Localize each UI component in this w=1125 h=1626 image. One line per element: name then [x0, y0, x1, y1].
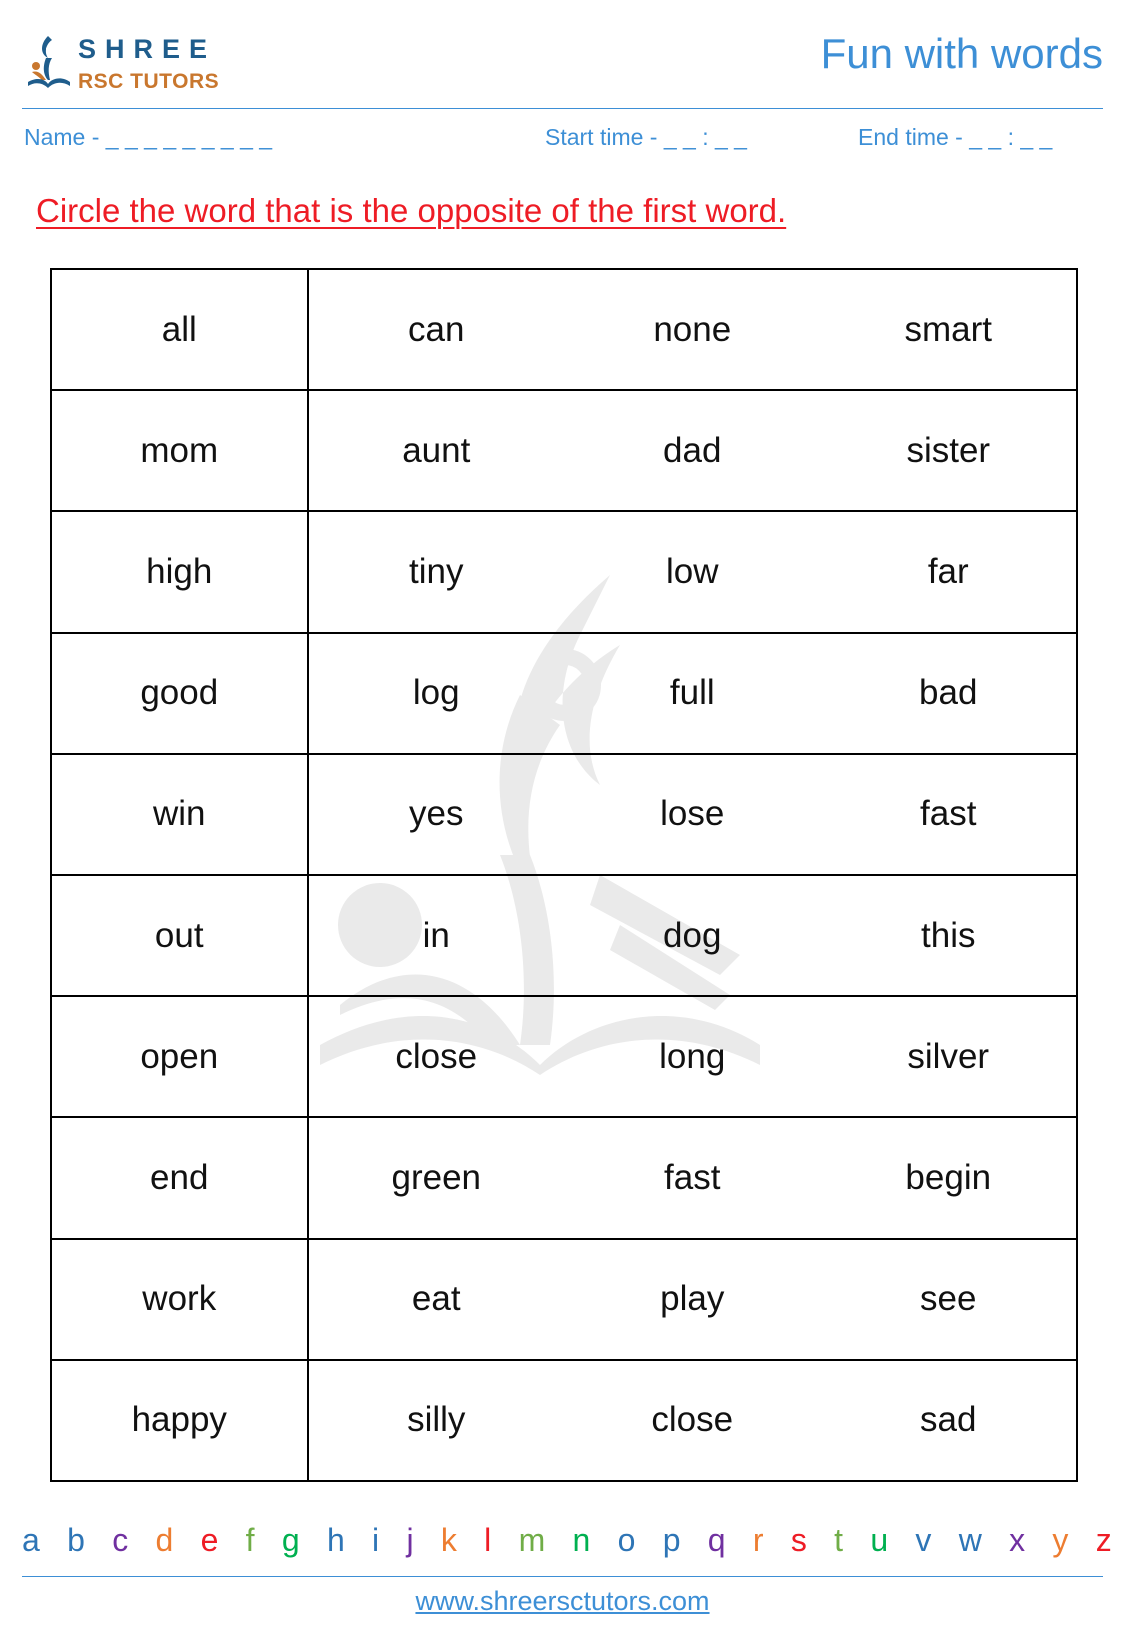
choice-word-cell[interactable]: log	[308, 633, 565, 754]
prompt-word-cell: out	[51, 875, 308, 996]
prompt-word-cell: end	[51, 1117, 308, 1238]
choice-word-cell[interactable]: close	[308, 996, 565, 1117]
choice-word-cell[interactable]: aunt	[308, 390, 565, 511]
alphabet-letter: e	[200, 1522, 219, 1558]
table-row	[51, 1239, 1077, 1360]
end-time-field: End time - _ _ : _ _	[858, 124, 1053, 150]
table-row	[51, 390, 1077, 511]
table-row	[51, 754, 1077, 875]
prompt-word-cell: all	[51, 269, 308, 390]
choice-word-cell[interactable]: sad	[821, 1360, 1078, 1481]
choice-word-cell[interactable]: tiny	[308, 511, 565, 632]
header-divider	[22, 108, 1103, 109]
alphabet-letter: q	[707, 1522, 726, 1558]
alphabet-letter: j	[406, 1522, 414, 1558]
choice-word-cell[interactable]: far	[821, 511, 1078, 632]
choice-word-cell[interactable]: silly	[308, 1360, 565, 1481]
alphabet-letter: c	[112, 1522, 129, 1558]
prompt-word-cell: good	[51, 633, 308, 754]
choice-word-cell[interactable]: bad	[821, 633, 1078, 754]
alphabet-letter: o	[617, 1522, 636, 1558]
alphabet-letter: x	[1009, 1522, 1026, 1558]
choice-word-cell[interactable]: green	[308, 1117, 565, 1238]
table-row	[51, 875, 1077, 996]
prompt-word-cell: work	[51, 1239, 308, 1360]
opposites-table	[50, 268, 1078, 1482]
choice-word-cell[interactable]: low	[564, 511, 821, 632]
website-link[interactable]: www.shreersctutors.com	[415, 1586, 710, 1616]
table-row	[51, 511, 1077, 632]
instruction-text: Circle the word that is the opposite of the first word.	[36, 192, 787, 229]
page-title: Fun with words	[820, 30, 1103, 77]
alphabet-strip	[22, 1522, 1112, 1559]
choice-word-cell[interactable]: yes	[308, 754, 565, 875]
logo-emblem-icon	[22, 32, 74, 92]
table-row	[51, 1117, 1077, 1238]
choice-word-cell[interactable]: close	[564, 1360, 821, 1481]
brand-logo	[6, 18, 242, 110]
alphabet-letter: v	[915, 1522, 932, 1558]
alphabet-letter: b	[67, 1522, 85, 1558]
prompt-word-cell: mom	[51, 390, 308, 511]
table-row	[51, 1360, 1077, 1481]
name-field: Name - _ _ _ _ _ _ _ _ _	[24, 124, 273, 150]
choice-word-cell[interactable]: play	[564, 1239, 821, 1360]
prompt-word-cell: high	[51, 511, 308, 632]
table-row	[51, 633, 1077, 754]
prompt-word-cell: open	[51, 996, 308, 1117]
choice-word-cell[interactable]: lose	[564, 754, 821, 875]
choice-word-cell[interactable]: full	[564, 633, 821, 754]
choice-word-cell[interactable]: silver	[821, 996, 1078, 1117]
alphabet-letter: p	[662, 1522, 681, 1558]
choice-word-cell[interactable]: fast	[564, 1117, 821, 1238]
alphabet-letter: t	[834, 1522, 844, 1558]
alphabet-letter: i	[372, 1522, 380, 1558]
brand-subtitle: RSC TUTORS	[78, 70, 220, 93]
alphabet-letter: y	[1052, 1522, 1069, 1558]
alphabet-letter: r	[752, 1522, 764, 1558]
alphabet-letter: w	[958, 1522, 982, 1558]
choice-word-cell[interactable]: fast	[821, 754, 1078, 875]
choice-word-cell[interactable]: in	[308, 875, 565, 996]
alphabet-letter: h	[326, 1522, 345, 1558]
choice-word-cell[interactable]: begin	[821, 1117, 1078, 1238]
choice-word-cell[interactable]: none	[564, 269, 821, 390]
alphabet-letter: m	[518, 1522, 546, 1558]
alphabet-letter: k	[440, 1522, 457, 1558]
choice-word-cell[interactable]: can	[308, 269, 565, 390]
choice-word-cell[interactable]: long	[564, 996, 821, 1117]
choice-word-cell[interactable]: this	[821, 875, 1078, 996]
table-row	[51, 269, 1077, 390]
choice-word-cell[interactable]: see	[821, 1239, 1078, 1360]
start-time-field: Start time - _ _ : _ _	[545, 124, 747, 150]
brand-name: SHREE	[78, 34, 217, 64]
choice-word-cell[interactable]: smart	[821, 269, 1078, 390]
choice-word-cell[interactable]: eat	[308, 1239, 565, 1360]
footer-divider	[22, 1576, 1103, 1577]
alphabet-letter: g	[281, 1522, 300, 1558]
prompt-word-cell: happy	[51, 1360, 308, 1481]
choice-word-cell[interactable]: sister	[821, 390, 1078, 511]
alphabet-letter: n	[572, 1522, 591, 1558]
alphabet-letter: s	[790, 1522, 807, 1558]
table-row	[51, 996, 1077, 1117]
choice-word-cell[interactable]: dad	[564, 390, 821, 511]
alphabet-letter: u	[870, 1522, 889, 1558]
alphabet-letter: z	[1095, 1522, 1112, 1558]
alphabet-letter: l	[484, 1522, 492, 1558]
choice-word-cell[interactable]: dog	[564, 875, 821, 996]
prompt-word-cell: win	[51, 754, 308, 875]
alphabet-letter: f	[245, 1522, 255, 1558]
alphabet-letter: d	[155, 1522, 174, 1558]
alphabet-letter: a	[22, 1522, 40, 1558]
